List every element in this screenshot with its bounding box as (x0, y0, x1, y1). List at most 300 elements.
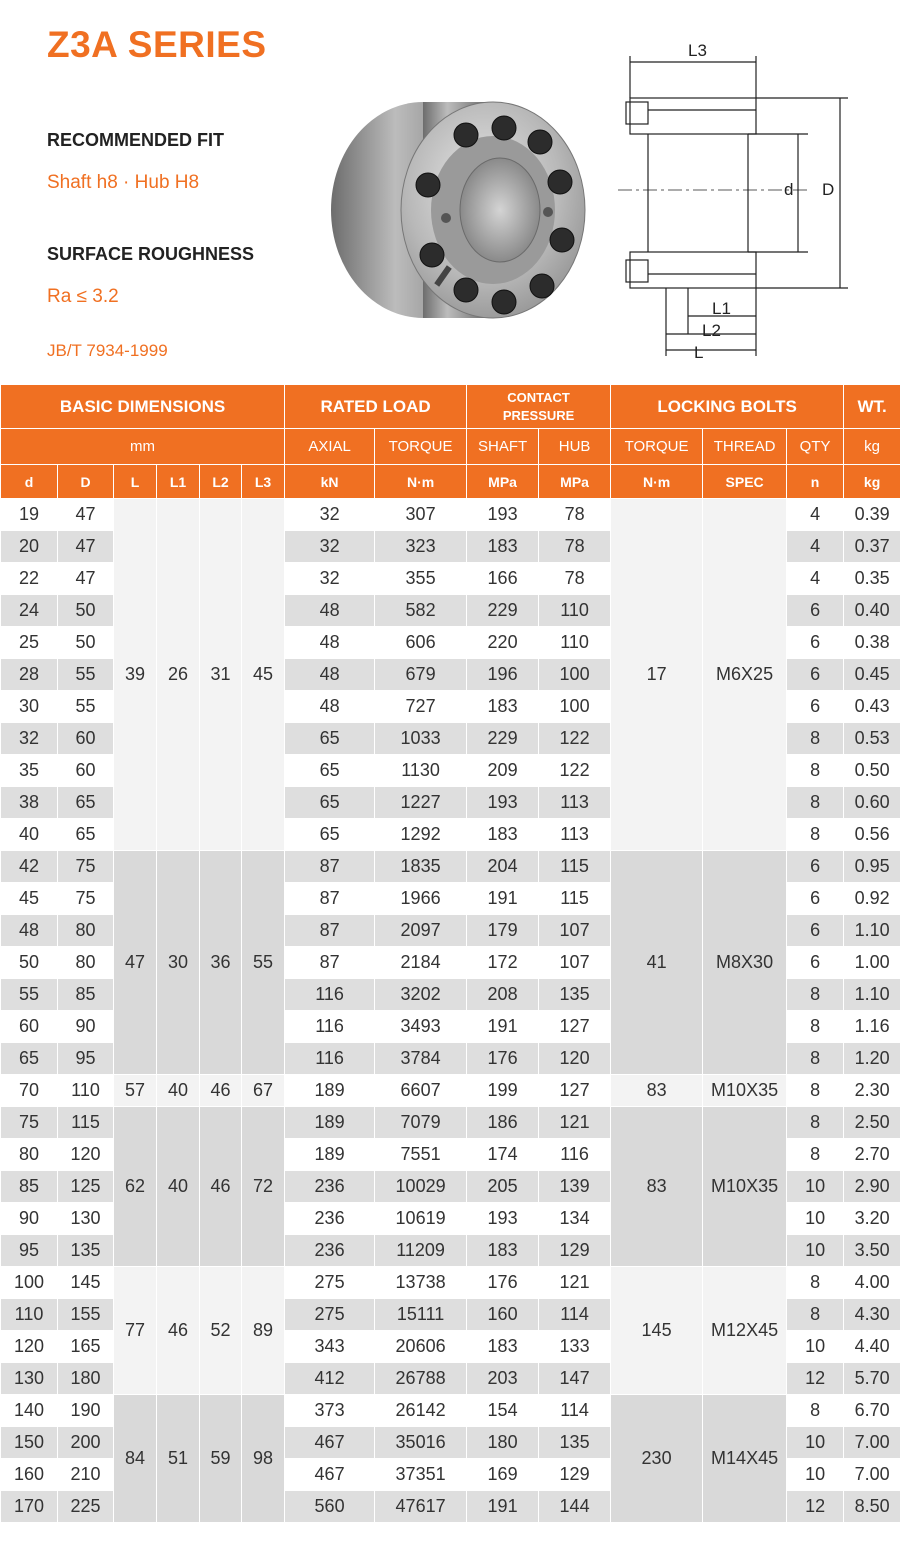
cell-D: 47 (58, 499, 114, 531)
cell-hub: 121 (539, 1107, 611, 1139)
cell-axial: 343 (285, 1331, 375, 1363)
unit-cell: L2 (200, 465, 242, 499)
cell-axial: 48 (285, 691, 375, 723)
sub-qty: QTY (787, 429, 844, 465)
cell-torque: 15111 (375, 1299, 467, 1331)
cell-hub: 110 (539, 595, 611, 627)
cell-d: 28 (1, 659, 58, 691)
cell-torque: 20606 (375, 1331, 467, 1363)
cell-qty: 10 (787, 1331, 844, 1363)
cell-weight: 4.40 (844, 1331, 900, 1363)
cell-d: 55 (1, 979, 58, 1011)
cell-shaft: 160 (467, 1299, 539, 1331)
cell-shaft: 205 (467, 1171, 539, 1203)
cell-torque: 10029 (375, 1171, 467, 1203)
cell-hub: 122 (539, 755, 611, 787)
cell-qty: 6 (787, 947, 844, 979)
cell-shaft: 183 (467, 1235, 539, 1267)
cell-shaft: 183 (467, 819, 539, 851)
cell-shaft: 183 (467, 1331, 539, 1363)
cell-d: 42 (1, 851, 58, 883)
cell-axial: 236 (285, 1171, 375, 1203)
cell-weight: 0.38 (844, 627, 900, 659)
unit-cell: N·m (611, 465, 703, 499)
cell-shaft: 183 (467, 691, 539, 723)
cell-hub: 100 (539, 659, 611, 691)
cell-torque: 679 (375, 659, 467, 691)
cell-weight: 1.16 (844, 1011, 900, 1043)
cell-hub: 129 (539, 1459, 611, 1491)
cell-hub: 127 (539, 1075, 611, 1107)
cell-torque: 3784 (375, 1043, 467, 1075)
cell-D: 130 (58, 1203, 114, 1235)
cell-bolt-torque: 17 (611, 499, 703, 851)
cell-shaft: 208 (467, 979, 539, 1011)
cell-D: 135 (58, 1235, 114, 1267)
cell-bolt-torque: 83 (611, 1107, 703, 1267)
cell-l2: 46 (200, 1075, 242, 1107)
cell-axial: 116 (285, 979, 375, 1011)
dimension-drawing (608, 38, 898, 368)
cell-hub: 100 (539, 691, 611, 723)
cell-torque: 1033 (375, 723, 467, 755)
cell-axial: 87 (285, 947, 375, 979)
cell-d: 90 (1, 1203, 58, 1235)
cell-weight: 0.39 (844, 499, 900, 531)
cell-shaft: 199 (467, 1075, 539, 1107)
cell-D: 75 (58, 883, 114, 915)
cell-l2: 46 (200, 1107, 242, 1267)
cell-axial: 32 (285, 499, 375, 531)
cell-d: 25 (1, 627, 58, 659)
table-body (1, 499, 900, 1523)
cell-thread: M10X35 (703, 1107, 787, 1267)
cell-D: 50 (58, 595, 114, 627)
sub-kg: kg (844, 429, 900, 465)
spec-table (0, 384, 900, 1523)
cell-D: 210 (58, 1459, 114, 1491)
cell-d: 140 (1, 1395, 58, 1427)
cell-thread: M12X45 (703, 1267, 787, 1395)
cell-d: 32 (1, 723, 58, 755)
cell-weight: 0.60 (844, 787, 900, 819)
cell-hub: 113 (539, 819, 611, 851)
cell-D: 47 (58, 563, 114, 595)
cell-weight: 7.00 (844, 1427, 900, 1459)
cell-axial: 116 (285, 1011, 375, 1043)
cell-torque: 1130 (375, 755, 467, 787)
cell-shaft: 220 (467, 627, 539, 659)
cell-d: 110 (1, 1299, 58, 1331)
cell-d: 24 (1, 595, 58, 627)
fit-label: RECOMMENDED FIT (47, 130, 224, 150)
cell-hub: 113 (539, 787, 611, 819)
unit-cell: L3 (242, 465, 285, 499)
cell-axial: 116 (285, 1043, 375, 1075)
cell-bolt-torque: 145 (611, 1267, 703, 1395)
cell-axial: 48 (285, 659, 375, 691)
cell-shaft: 180 (467, 1427, 539, 1459)
group-contact-pressure: CONTACT PRESSURE (467, 385, 611, 429)
sub-torque: TORQUE (375, 429, 467, 465)
label-l2: L2 (702, 321, 721, 340)
cell-torque: 323 (375, 531, 467, 563)
cell-torque: 3202 (375, 979, 467, 1011)
cell-l: 47 (114, 851, 157, 1075)
cell-qty: 4 (787, 563, 844, 595)
cell-weight: 1.10 (844, 915, 900, 947)
cell-shaft: 191 (467, 1491, 539, 1523)
cell-l3: 98 (242, 1395, 285, 1523)
cell-hub: 107 (539, 947, 611, 979)
cell-d: 20 (1, 531, 58, 563)
cell-shaft: 191 (467, 1011, 539, 1043)
unit-cell: kN (285, 465, 375, 499)
cell-qty: 8 (787, 1107, 844, 1139)
cell-qty: 12 (787, 1363, 844, 1395)
sub-hub: HUB (539, 429, 611, 465)
cell-thread: M14X45 (703, 1395, 787, 1523)
cell-shaft: 174 (467, 1139, 539, 1171)
cell-weight: 4.00 (844, 1267, 900, 1299)
cell-torque: 35016 (375, 1427, 467, 1459)
cell-D: 80 (58, 947, 114, 979)
cell-axial: 48 (285, 627, 375, 659)
cell-shaft: 193 (467, 787, 539, 819)
cell-l3: 89 (242, 1267, 285, 1395)
cell-axial: 87 (285, 915, 375, 947)
label-d: d (784, 180, 794, 199)
cell-axial: 467 (285, 1427, 375, 1459)
cell-l: 62 (114, 1107, 157, 1267)
table-row (1, 851, 900, 883)
cell-axial: 189 (285, 1107, 375, 1139)
unit-cell: d (1, 465, 58, 499)
sub-axial: AXIAL (285, 429, 375, 465)
cell-l1: 26 (157, 499, 200, 851)
cell-l2: 31 (200, 499, 242, 851)
cell-axial: 65 (285, 787, 375, 819)
cell-D: 155 (58, 1299, 114, 1331)
cell-weight: 2.90 (844, 1171, 900, 1203)
cell-qty: 8 (787, 1299, 844, 1331)
locking-device-photo (328, 90, 590, 328)
cell-weight: 1.20 (844, 1043, 900, 1075)
cell-shaft: 193 (467, 1203, 539, 1235)
cell-torque: 26142 (375, 1395, 467, 1427)
cell-D: 55 (58, 659, 114, 691)
cell-torque: 7551 (375, 1139, 467, 1171)
cell-hub: 78 (539, 499, 611, 531)
cell-qty: 8 (787, 979, 844, 1011)
cell-qty: 6 (787, 659, 844, 691)
cell-torque: 13738 (375, 1267, 467, 1299)
label-l3: L3 (688, 41, 707, 60)
cell-l: 39 (114, 499, 157, 851)
cell-d: 48 (1, 915, 58, 947)
cell-hub: 122 (539, 723, 611, 755)
cell-l3: 45 (242, 499, 285, 851)
cell-d: 130 (1, 1363, 58, 1395)
cell-qty: 8 (787, 755, 844, 787)
table-row (1, 499, 900, 531)
cell-l1: 30 (157, 851, 200, 1075)
cell-shaft: 204 (467, 851, 539, 883)
cell-d: 85 (1, 1171, 58, 1203)
cell-weight: 0.40 (844, 595, 900, 627)
cell-qty: 6 (787, 627, 844, 659)
cell-hub: 133 (539, 1331, 611, 1363)
sub-mm: mm (1, 429, 285, 465)
standard-code: JB/T 7934-1999 (47, 341, 168, 360)
cell-d: 35 (1, 755, 58, 787)
cell-D: 110 (58, 1075, 114, 1107)
cell-d: 80 (1, 1139, 58, 1171)
cell-hub: 110 (539, 627, 611, 659)
cell-d: 70 (1, 1075, 58, 1107)
cell-hub: 127 (539, 1011, 611, 1043)
cell-qty: 6 (787, 883, 844, 915)
cell-qty: 8 (787, 787, 844, 819)
cell-weight: 3.20 (844, 1203, 900, 1235)
cell-D: 55 (58, 691, 114, 723)
cell-weight: 0.53 (844, 723, 900, 755)
cell-D: 80 (58, 915, 114, 947)
cell-shaft: 193 (467, 499, 539, 531)
table-row (1, 1395, 900, 1427)
cell-weight: 0.95 (844, 851, 900, 883)
cell-qty: 8 (787, 1139, 844, 1171)
cell-weight: 2.50 (844, 1107, 900, 1139)
cell-weight: 0.45 (844, 659, 900, 691)
group-basic-dimensions: BASIC DIMENSIONS (1, 385, 285, 429)
cell-thread: M6X25 (703, 499, 787, 851)
cell-axial: 65 (285, 723, 375, 755)
cell-shaft: 183 (467, 531, 539, 563)
cell-axial: 275 (285, 1299, 375, 1331)
cell-weight: 6.70 (844, 1395, 900, 1427)
cell-weight: 7.00 (844, 1459, 900, 1491)
group-locking-bolts: LOCKING BOLTS (611, 385, 844, 429)
cell-axial: 87 (285, 851, 375, 883)
cell-d: 22 (1, 563, 58, 595)
cell-l3: 55 (242, 851, 285, 1075)
cell-torque: 727 (375, 691, 467, 723)
cell-shaft: 172 (467, 947, 539, 979)
cell-axial: 373 (285, 1395, 375, 1427)
cell-torque: 7079 (375, 1107, 467, 1139)
cell-torque: 1227 (375, 787, 467, 819)
cell-hub: 107 (539, 915, 611, 947)
cell-weight: 0.50 (844, 755, 900, 787)
cell-weight: 8.50 (844, 1491, 900, 1523)
cell-D: 165 (58, 1331, 114, 1363)
cell-hub: 121 (539, 1267, 611, 1299)
cell-D: 225 (58, 1491, 114, 1523)
cell-axial: 189 (285, 1075, 375, 1107)
cell-D: 190 (58, 1395, 114, 1427)
cell-hub: 147 (539, 1363, 611, 1395)
cell-torque: 606 (375, 627, 467, 659)
cell-torque: 3493 (375, 1011, 467, 1043)
cell-qty: 6 (787, 915, 844, 947)
cell-l2: 36 (200, 851, 242, 1075)
cell-weight: 0.92 (844, 883, 900, 915)
cell-qty: 6 (787, 851, 844, 883)
cell-D: 95 (58, 1043, 114, 1075)
cell-qty: 10 (787, 1171, 844, 1203)
cell-hub: 114 (539, 1395, 611, 1427)
cell-d: 75 (1, 1107, 58, 1139)
cell-weight: 0.35 (844, 563, 900, 595)
cell-d: 30 (1, 691, 58, 723)
cell-weight: 1.10 (844, 979, 900, 1011)
cell-torque: 1966 (375, 883, 467, 915)
cell-hub: 129 (539, 1235, 611, 1267)
cell-shaft: 229 (467, 595, 539, 627)
cell-shaft: 154 (467, 1395, 539, 1427)
cell-d: 19 (1, 499, 58, 531)
unit-cell: N·m (375, 465, 467, 499)
group-rated-load: RATED LOAD (285, 385, 467, 429)
cell-hub: 114 (539, 1299, 611, 1331)
cell-d: 65 (1, 1043, 58, 1075)
cell-axial: 48 (285, 595, 375, 627)
label-l: L (694, 343, 704, 362)
cell-torque: 2097 (375, 915, 467, 947)
cell-l1: 46 (157, 1267, 200, 1395)
cell-weight: 4.30 (844, 1299, 900, 1331)
cell-D: 50 (58, 627, 114, 659)
cell-axial: 236 (285, 1235, 375, 1267)
cell-d: 120 (1, 1331, 58, 1363)
cell-D: 90 (58, 1011, 114, 1043)
cell-l: 57 (114, 1075, 157, 1107)
table-row (1, 1107, 900, 1139)
cell-d: 95 (1, 1235, 58, 1267)
cell-shaft: 186 (467, 1107, 539, 1139)
cell-D: 47 (58, 531, 114, 563)
cell-l1: 51 (157, 1395, 200, 1523)
cell-shaft: 169 (467, 1459, 539, 1491)
cell-d: 50 (1, 947, 58, 979)
cell-thread: M10X35 (703, 1075, 787, 1107)
series-title: Z3A SERIES (47, 24, 267, 65)
label-l1: L1 (712, 299, 731, 318)
cell-weight: 1.00 (844, 947, 900, 979)
cell-l: 77 (114, 1267, 157, 1395)
cell-torque: 47617 (375, 1491, 467, 1523)
cell-axial: 65 (285, 755, 375, 787)
cell-shaft: 176 (467, 1043, 539, 1075)
roughness-label: SURFACE ROUGHNESS (47, 244, 255, 264)
cell-bolt-torque: 230 (611, 1395, 703, 1523)
cell-qty: 10 (787, 1459, 844, 1491)
cell-qty: 10 (787, 1235, 844, 1267)
cell-weight: 0.37 (844, 531, 900, 563)
cell-hub: 116 (539, 1139, 611, 1171)
cell-shaft: 196 (467, 659, 539, 691)
cell-torque: 582 (375, 595, 467, 627)
cell-d: 45 (1, 883, 58, 915)
cell-torque: 26788 (375, 1363, 467, 1395)
cell-shaft: 229 (467, 723, 539, 755)
cell-qty: 10 (787, 1203, 844, 1235)
cell-qty: 8 (787, 723, 844, 755)
cell-shaft: 203 (467, 1363, 539, 1395)
cell-torque: 10619 (375, 1203, 467, 1235)
group-weight: WT. (844, 385, 900, 429)
cell-hub: 78 (539, 563, 611, 595)
cell-d: 100 (1, 1267, 58, 1299)
cell-torque: 6607 (375, 1075, 467, 1107)
cell-qty: 4 (787, 531, 844, 563)
cell-D: 115 (58, 1107, 114, 1139)
cell-qty: 10 (787, 1427, 844, 1459)
cell-thread: M8X30 (703, 851, 787, 1075)
unit-cell: MPa (539, 465, 611, 499)
cell-axial: 412 (285, 1363, 375, 1395)
sub-bolt-torque: TORQUE (611, 429, 703, 465)
cell-hub: 115 (539, 851, 611, 883)
unit-cell: SPEC (703, 465, 787, 499)
sub-shaft: SHAFT (467, 429, 539, 465)
cell-hub: 115 (539, 883, 611, 915)
cell-qty: 12 (787, 1491, 844, 1523)
header-area (0, 0, 900, 382)
cell-weight: 2.30 (844, 1075, 900, 1107)
unit-cell: D (58, 465, 114, 499)
cell-d: 150 (1, 1427, 58, 1459)
cell-torque: 37351 (375, 1459, 467, 1491)
label-D: D (822, 180, 835, 199)
cell-shaft: 176 (467, 1267, 539, 1299)
cell-qty: 8 (787, 1043, 844, 1075)
unit-cell: n (787, 465, 844, 499)
cell-axial: 87 (285, 883, 375, 915)
cell-l2: 59 (200, 1395, 242, 1523)
cell-D: 180 (58, 1363, 114, 1395)
cell-D: 75 (58, 851, 114, 883)
cell-weight: 5.70 (844, 1363, 900, 1395)
cell-torque: 2184 (375, 947, 467, 979)
cell-weight: 0.43 (844, 691, 900, 723)
cell-qty: 8 (787, 1267, 844, 1299)
cell-shaft: 209 (467, 755, 539, 787)
cell-D: 60 (58, 723, 114, 755)
unit-cell: L (114, 465, 157, 499)
cell-torque: 1292 (375, 819, 467, 851)
table-row (1, 1075, 900, 1107)
cell-axial: 275 (285, 1267, 375, 1299)
cell-axial: 32 (285, 531, 375, 563)
cell-D: 60 (58, 755, 114, 787)
cell-qty: 6 (787, 691, 844, 723)
cell-d: 160 (1, 1459, 58, 1491)
cell-hub: 139 (539, 1171, 611, 1203)
cell-D: 200 (58, 1427, 114, 1459)
cell-hub: 135 (539, 1427, 611, 1459)
cell-qty: 8 (787, 819, 844, 851)
cell-D: 120 (58, 1139, 114, 1171)
cell-D: 125 (58, 1171, 114, 1203)
fit-value: Shaft h8 · Hub H8 (47, 172, 200, 193)
cell-torque: 355 (375, 563, 467, 595)
unit-cell: kg (844, 465, 900, 499)
cell-shaft: 191 (467, 883, 539, 915)
cell-l: 84 (114, 1395, 157, 1523)
cell-weight: 0.56 (844, 819, 900, 851)
